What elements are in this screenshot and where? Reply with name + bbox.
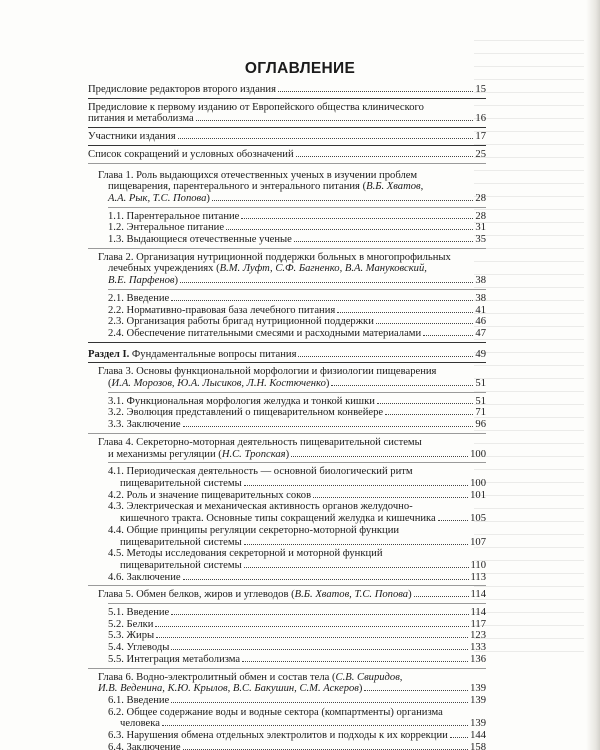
entry-text-line1: 4.1. Периодическая деятельность — основной биологический ритм: [108, 466, 413, 478]
dot-leader: [183, 579, 469, 580]
toc-entry-4-2[interactable]: [88, 490, 486, 502]
section-text: Фундаментальные вопросы питания: [129, 348, 297, 360]
separator: [88, 668, 486, 669]
separator: [88, 342, 486, 343]
entry-page: 38: [475, 275, 486, 287]
toc-entry-2-3[interactable]: [88, 316, 486, 328]
entry-page: 16: [475, 113, 486, 125]
dot-leader: [156, 637, 468, 638]
toc-entry-4-1[interactable]: [88, 466, 486, 489]
toc-entry-5-2[interactable]: [88, 619, 486, 631]
dot-leader: [364, 690, 468, 691]
dot-leader: [313, 497, 468, 498]
page-title: ОГЛАВЛЕНИЕ: [244, 60, 356, 77]
toc-entry-2-4[interactable]: [88, 328, 486, 340]
entry-last-line: [108, 718, 486, 730]
chapter-title-line2-text: и механизмы регуляции (: [108, 448, 222, 460]
toc-entry-4-5[interactable]: [88, 548, 486, 571]
paren-close: ): [206, 192, 210, 204]
dot-leader: [212, 200, 473, 201]
chapter-title-line1: Глава 1. Роль выдающихся отечественных ученых в изучении проблем: [98, 169, 418, 181]
entry-page: 51: [475, 378, 486, 390]
dot-leader: [414, 596, 469, 597]
toc-entry-1-2[interactable]: [88, 222, 486, 234]
chapter-authors: С.В. Свиридов,: [335, 671, 403, 683]
dot-leader: [162, 725, 468, 726]
toc-entry-2-2[interactable]: [88, 305, 486, 317]
entry-text: 5.3. Жиры: [108, 630, 155, 642]
toc-entry-preface-first[interactable]: [88, 102, 486, 125]
toc-entry-4-3[interactable]: [88, 501, 486, 524]
dot-leader: [278, 91, 473, 92]
separator: [88, 145, 486, 146]
entry-text: 3.3. Заключение: [108, 419, 181, 431]
toc-entry-preface-second[interactable]: [88, 84, 486, 96]
chapter-authors: А.А. Рык, Т.С. Попова: [108, 192, 207, 204]
chapter-title-line1: [98, 672, 486, 684]
entry-text: 4.6. Заключение: [108, 571, 181, 583]
dot-leader: [180, 282, 473, 283]
toc-entry-6-4[interactable]: [88, 742, 486, 750]
entry-page: 35: [475, 234, 486, 246]
toc-entry-chapter-3[interactable]: [88, 366, 486, 389]
chapter-title-line2: [98, 181, 486, 193]
entry-text-line2: кишечного тракта. Основные типы сокращений желудка и кишечника: [120, 513, 436, 525]
entry-text-line2: человека: [120, 718, 160, 730]
toc-entry-chapter-5[interactable]: [88, 589, 486, 601]
entry-page: 133: [470, 642, 486, 654]
bleed-through: [474, 40, 584, 680]
toc-entry-contributors[interactable]: [88, 131, 486, 143]
separator: [88, 98, 486, 99]
entry-text: 6.3. Нарушения обмена отдельных электролитов и подходы к их коррекции: [108, 730, 448, 742]
entry-page: 158: [470, 741, 486, 750]
entry-page: 28: [475, 192, 486, 204]
dot-leader: [196, 120, 474, 121]
entry-page: 113: [470, 571, 486, 583]
entry-text: 1.1. Парентеральное питание: [108, 210, 240, 222]
chapter-authors-line: [108, 275, 178, 287]
paren-close: ): [174, 275, 179, 287]
chapter-authors: В.М. Луфт, С.Ф. Багненко, В.А. Мануковский,: [219, 263, 427, 275]
entry-text-line2: пищеварительной системы: [120, 559, 242, 571]
dot-leader: [171, 300, 473, 301]
chapter-title-line2-text: пищеварения, парентерального и энтерального питания (: [108, 181, 367, 193]
section-title: [88, 349, 296, 361]
dot-leader: [171, 702, 468, 703]
entry-text: Список сокращений и условных обозначений: [88, 148, 294, 160]
entry-page: 28: [475, 210, 486, 222]
chapter-title-line1: Глава 3. Основы функциональной морфологии и физиологии пищеварения: [98, 366, 437, 378]
entry-page: 114: [470, 589, 486, 601]
entry-page: 47: [475, 327, 486, 339]
toc-entry-chapter-4[interactable]: [88, 437, 486, 460]
chapter-authors: И.А. Морозов, Ю.А. Лысиков, Л.Н. Костюченко: [111, 378, 326, 390]
entry-text: 2.4. Обеспечение питательными смесями и расходными материалами: [108, 327, 422, 339]
dot-leader: [337, 312, 473, 313]
toc-entry-3-3[interactable]: [88, 419, 486, 431]
chapter-title-text: Глава 5. Обмен белков, жиров и углеводов (: [98, 589, 295, 601]
dot-leader: [244, 544, 468, 545]
toc-entry-5-3[interactable]: [88, 630, 486, 642]
dot-leader: [385, 414, 473, 415]
entry-last-line: [108, 513, 486, 525]
entry-text-line2: питания и метаболизма: [88, 113, 194, 125]
dot-leader: [377, 403, 474, 404]
dot-leader: [244, 485, 468, 486]
dot-leader: [376, 323, 474, 324]
entry-page: 144: [470, 730, 486, 742]
entry-page: 15: [475, 84, 486, 95]
chapter-authors: В.Е. Парфенов: [108, 275, 175, 287]
separator: [108, 462, 486, 463]
chapter-title-text: Глава 6. Водно-электролитный обмен и состав тела (: [98, 671, 336, 683]
chapter-last-line: [98, 275, 486, 287]
dot-leader: [296, 156, 474, 157]
entry-page: 105: [470, 513, 486, 525]
entry-text: 4.2. Роль и значение пищеварительных соков: [108, 489, 312, 501]
entry-text: 1.3. Выдающиеся отечественные ученые: [108, 234, 292, 246]
chapter-authors-line: [98, 683, 362, 695]
chapter-title-line2: [98, 263, 486, 275]
dot-leader: [171, 614, 468, 615]
toc-entry-3-2[interactable]: [88, 407, 486, 419]
entry-page: 25: [475, 148, 486, 160]
chapter-authors: В.Б. Хватов, Т.С. Попова: [294, 589, 409, 601]
entry-page: 71: [475, 407, 486, 419]
chapter-authors-line: [108, 449, 289, 461]
entry-text: 6.4. Заключение: [108, 741, 181, 750]
entry-text-line1: 4.3. Электрическая и механическая активность органов желудочно-: [108, 501, 413, 513]
dot-leader: [183, 426, 474, 427]
entry-text: 2.2. Нормативно-правовая база лечебного питания: [108, 304, 336, 316]
separator: [88, 127, 486, 128]
entry-page: 17: [475, 131, 486, 143]
separator: [88, 362, 486, 363]
paren-open: (: [108, 378, 112, 390]
entry-page: 41: [475, 304, 486, 316]
entry-text-line1: 6.2. Общее содержание воды и водные сектора (компартменты) организма: [108, 706, 443, 718]
entry-text-line2: пищеварительной системы: [120, 477, 242, 489]
entry-text: 5.5. Интеграция метаболизма: [108, 653, 241, 665]
entry-page: 100: [470, 448, 486, 460]
dot-leader: [423, 335, 473, 336]
chapter-last-line: [98, 683, 486, 695]
entry-page: 139: [470, 683, 486, 695]
entry-text: 2.3. Организация работы бригад нутриционной поддержки: [108, 316, 374, 328]
separator: [108, 392, 486, 393]
entry-page: 110: [470, 559, 486, 571]
entry-page: 114: [470, 607, 486, 619]
dot-leader: [171, 649, 468, 650]
entry-text: 5.2. Белки: [108, 618, 154, 630]
chapter-title-line1: Глава 4. Секреторно-моторная деятельность пищеварительной системы: [98, 436, 422, 448]
separator: [108, 289, 486, 290]
paren-close: ): [285, 448, 290, 460]
entry-text: 6.1. Введение: [108, 694, 170, 706]
entry-page: 136: [470, 653, 486, 665]
toc-entry-1-1[interactable]: [88, 211, 486, 223]
toc-entry-3-1[interactable]: [88, 396, 486, 408]
page-edge-shadow: [586, 0, 600, 750]
entry-text: 5.4. Углеводы: [108, 642, 170, 654]
entry-last-line: [88, 113, 486, 125]
entry-text: 5.1. Введение: [108, 607, 170, 619]
toc-entry-chapter-2[interactable]: [88, 252, 486, 287]
entry-text-line2: пищеварительной системы: [120, 536, 242, 548]
entry-text: Предисловие редакторов второго издания: [88, 84, 276, 95]
paren-close: ): [408, 589, 412, 601]
entry-page: 96: [475, 419, 486, 431]
toc-entry-chapter-6[interactable]: [88, 672, 486, 695]
toc-entry-5-1[interactable]: [88, 607, 486, 619]
toc-entry-6-2[interactable]: [88, 707, 486, 730]
chapter-authors-line: [108, 378, 329, 390]
entry-page: 139: [470, 694, 486, 706]
entry-page: 100: [470, 477, 486, 489]
entry-page: 38: [475, 292, 486, 304]
entry-page: 123: [470, 630, 486, 642]
toc-entry-section-1[interactable]: [88, 349, 486, 361]
chapter-authors-line: [108, 193, 210, 205]
toc-entry-5-5[interactable]: [88, 654, 486, 666]
separator: [108, 603, 486, 604]
toc-entry-chapter-1[interactable]: [88, 170, 486, 205]
entry-page: 139: [470, 718, 486, 730]
chapter-title: [98, 589, 412, 601]
toc-entry-abbreviations[interactable]: [88, 149, 486, 161]
entry-text: 3.2. Эволюция представлений о пищеварительном конвейере: [108, 407, 384, 419]
entry-page: 46: [475, 316, 486, 328]
toc-entry-5-4[interactable]: [88, 642, 486, 654]
separator: [88, 163, 486, 164]
paren-close: ): [325, 378, 330, 390]
table-of-contents: [88, 84, 486, 750]
toc-entry-6-3[interactable]: [88, 730, 486, 742]
entry-page: 31: [475, 222, 486, 234]
dot-leader: [178, 138, 474, 139]
dot-leader: [438, 520, 468, 521]
entry-page: 51: [475, 395, 486, 407]
chapter-authors: Н.С. Тропская: [221, 448, 286, 460]
entry-page: 101: [470, 489, 486, 501]
chapter-authors: В.Б. Хватов,: [366, 181, 424, 193]
toc-entry-1-3[interactable]: [88, 234, 486, 246]
toc-entry-4-4[interactable]: [88, 525, 486, 548]
section-label: Раздел I.: [88, 348, 130, 360]
entry-text-line1: 4.5. Методы исследования секреторной и моторной функций: [108, 548, 383, 560]
toc-entry-6-1[interactable]: [88, 695, 486, 707]
dot-leader: [298, 356, 473, 357]
separator: [88, 433, 486, 434]
chapter-last-line: [98, 193, 486, 205]
entry-text: 2.1. Введение: [108, 292, 170, 304]
paren-close: ): [358, 683, 363, 695]
entry-page: 107: [470, 536, 486, 548]
entry-text: 3.1. Функциональная морфология желудка и тонкой кишки: [108, 395, 375, 407]
entry-last-line: [108, 478, 486, 490]
entry-last-line: [108, 560, 486, 572]
dot-leader: [331, 385, 473, 386]
dot-leader: [244, 567, 469, 568]
entry-text: Участники издания: [88, 131, 176, 143]
chapter-last-line: [98, 378, 486, 390]
entry-page: 117: [470, 618, 486, 630]
entry-text: 1.2. Энтеральное питание: [108, 222, 225, 234]
dot-leader: [155, 626, 468, 627]
entry-text-line1: 4.4. Общие принципы регуляции секреторно-моторной функции: [108, 524, 400, 536]
dot-leader: [450, 737, 468, 738]
chapter-title-line1: Глава 2. Организация нутриционной поддержки больных в многопрофильных: [98, 251, 451, 263]
chapter-last-line: [98, 449, 486, 461]
chapter-title-line2-text: лечебных учреждениях (: [108, 263, 220, 275]
dot-leader: [291, 456, 468, 457]
dot-leader: [294, 241, 474, 242]
dot-leader: [226, 229, 473, 230]
separator: [88, 248, 486, 249]
toc-entry-2-1[interactable]: [88, 293, 486, 305]
entry-last-line: [108, 537, 486, 549]
separator: [108, 207, 486, 208]
toc-entry-4-6[interactable]: [88, 572, 486, 584]
entry-text-line1: Предисловие к первому изданию от Европейского общества клинического: [88, 101, 424, 113]
dot-leader: [242, 661, 468, 662]
entry-page: 49: [475, 348, 486, 360]
separator: [88, 585, 486, 586]
chapter-authors: И.В. Веденина, К.Ю. Крылов, В.С. Бакушин, С.М. Аскеров: [98, 683, 359, 695]
dot-leader: [241, 218, 473, 219]
